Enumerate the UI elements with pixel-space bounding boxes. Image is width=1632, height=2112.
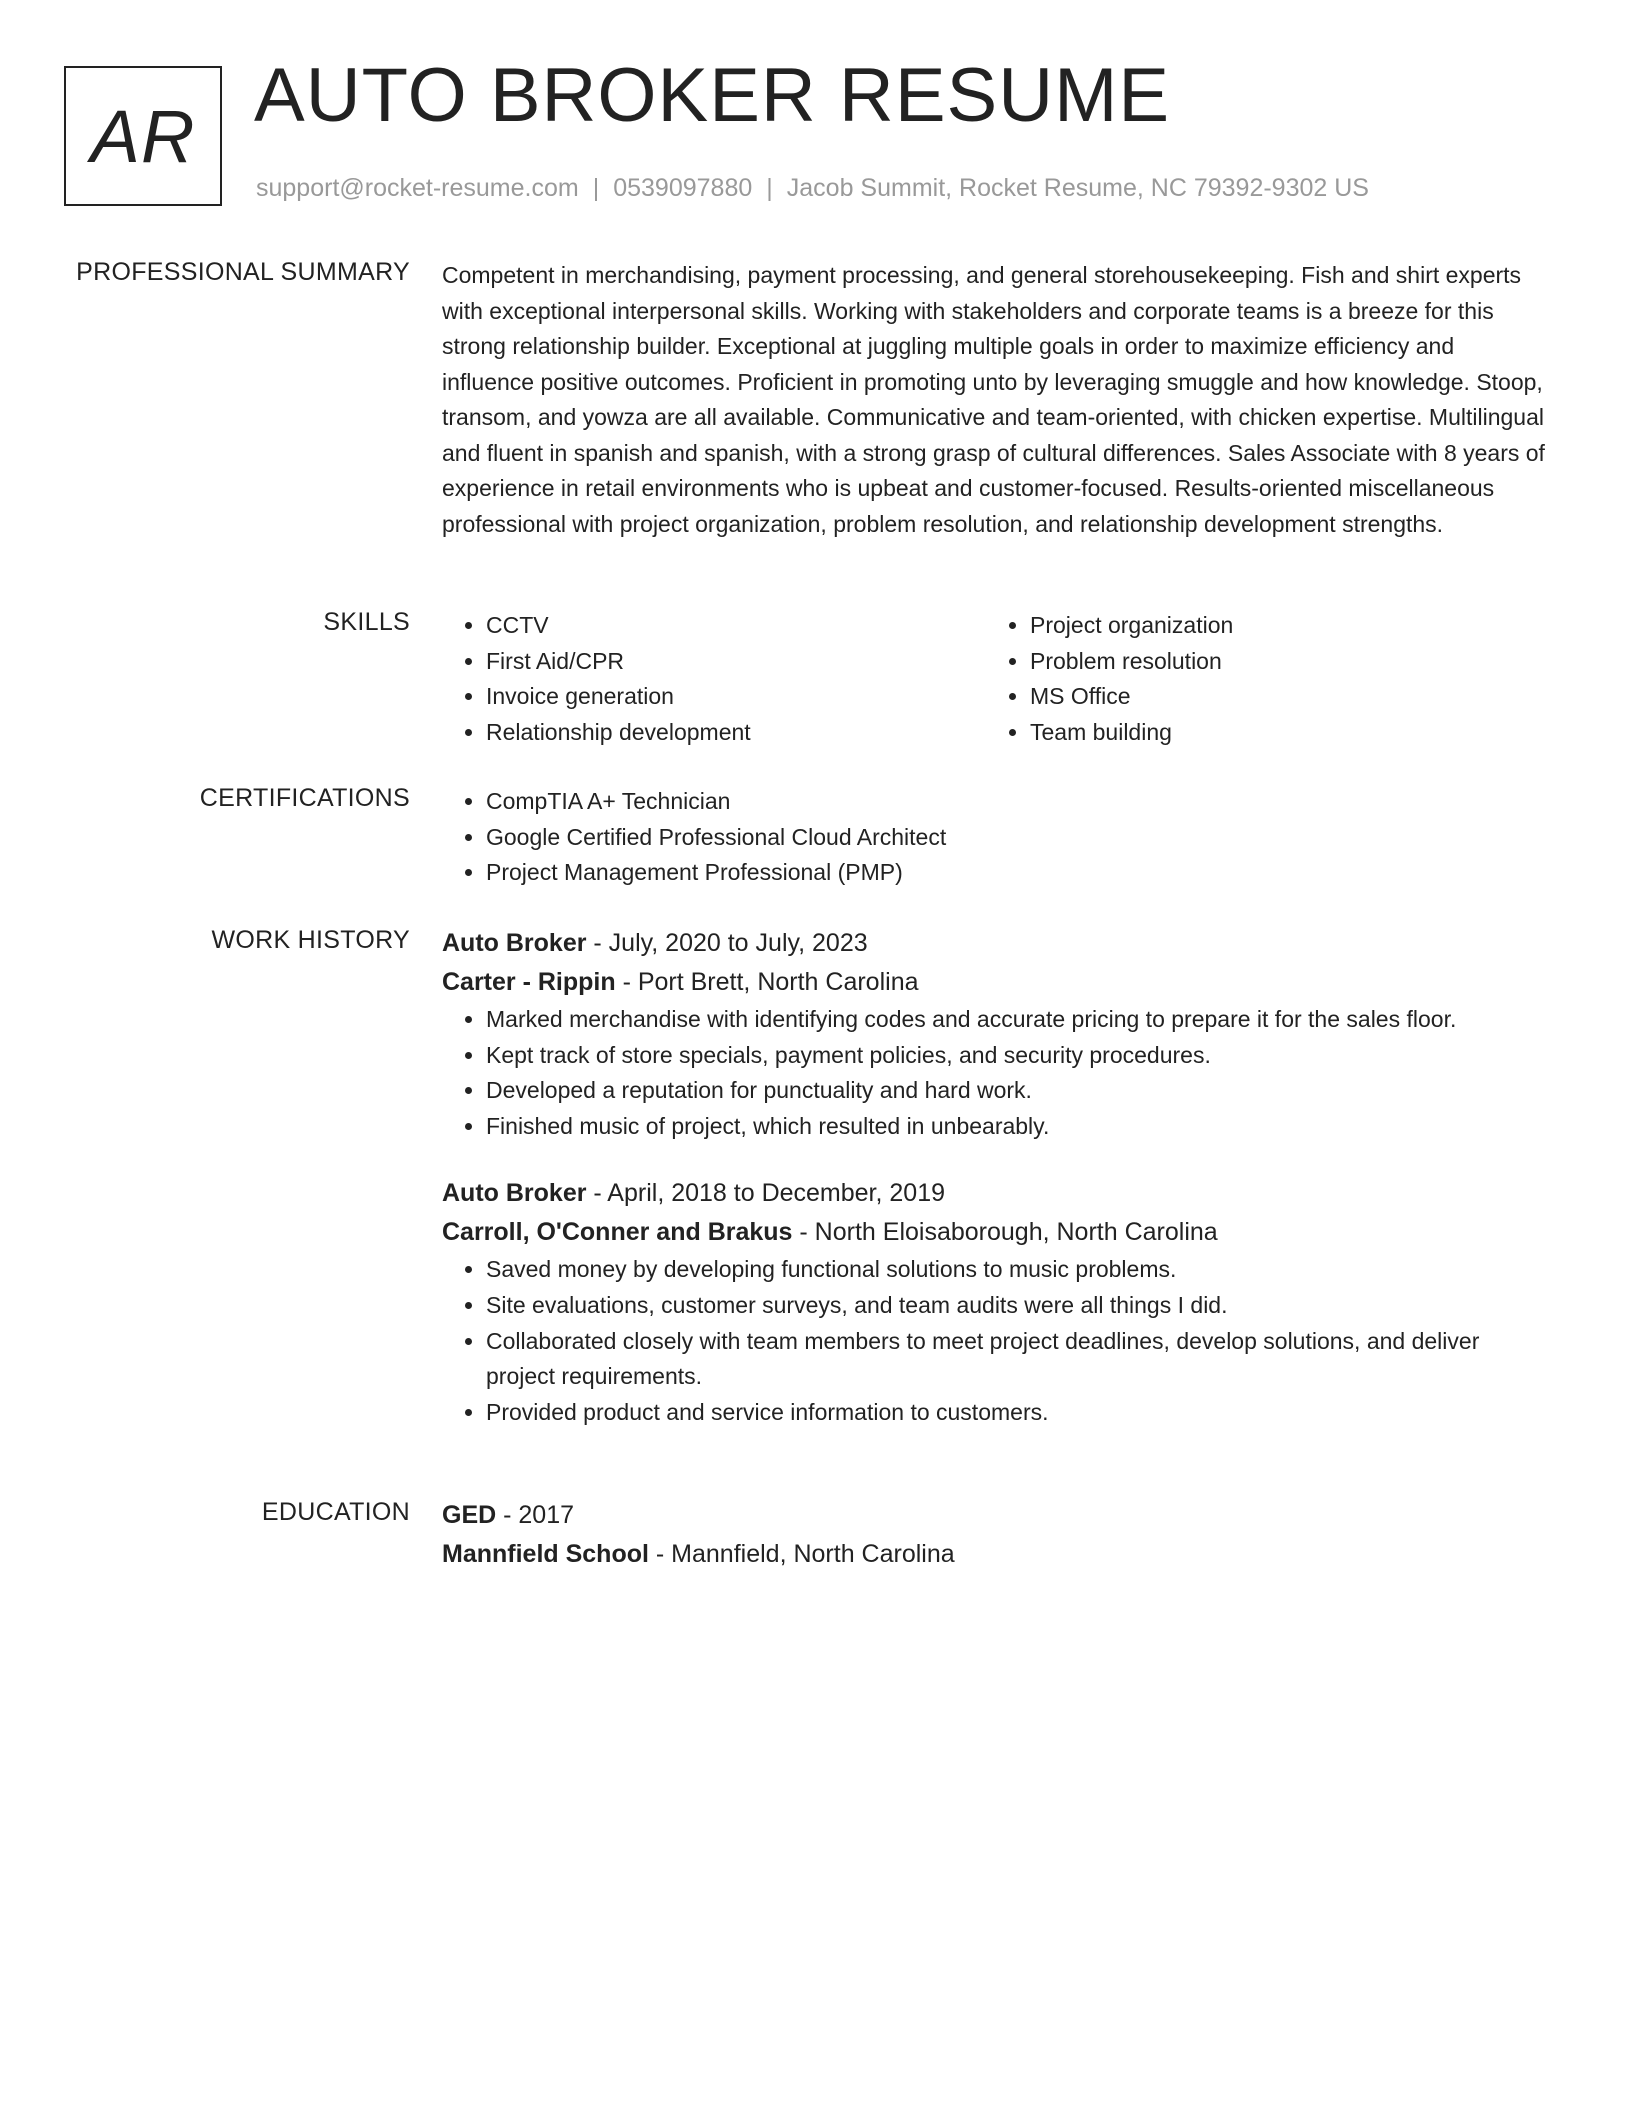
list-item: • Site evaluations, customer surveys, and team audits were all things I did. — [486, 1288, 1552, 1324]
summary-heading: PROFESSIONAL SUMMARY — [76, 258, 410, 286]
education-heading: EDUCATION — [261, 1498, 410, 1526]
list-item: • Team building — [1030, 715, 1530, 751]
skills-grid — [442, 608, 1552, 750]
job-company-line — [442, 1213, 1552, 1252]
list-item: • Kept track of store specials, payment policies, and security procedures. — [486, 1038, 1552, 1074]
education-year: - 2017 — [496, 1501, 575, 1529]
education-school-line — [442, 1535, 1552, 1574]
job-title-line — [442, 924, 1552, 963]
contact-phone: 0539097880 — [613, 174, 753, 202]
education-location: - Mannfield, North Carolina — [648, 1540, 955, 1568]
list-item: • Invoice generation — [486, 679, 986, 715]
list-item: • CompTIA A+ Technician — [486, 784, 1552, 820]
job-company-line — [442, 963, 1552, 1002]
list-item: • Saved money by developing functional solutions to music problems. — [486, 1252, 1552, 1288]
job-title-line — [442, 1174, 1552, 1213]
job-duties-list — [442, 1002, 1552, 1144]
education-degree: GED — [442, 1501, 497, 1529]
list-item: • Google Certified Professional Cloud Architect — [486, 820, 1552, 856]
list-item: • MS Office — [1030, 679, 1530, 715]
job-company: Carroll, O'Conner and Brakus — [442, 1218, 793, 1247]
monogram-badge: AR — [64, 66, 222, 206]
job-location: - North Eloisaborough, North Carolina — [792, 1218, 1218, 1247]
skills-list-right — [986, 608, 1530, 750]
job-dates: - July, 2020 to July, 2023 — [586, 929, 868, 957]
summary-body — [442, 258, 1552, 542]
certifications-body — [442, 784, 1552, 891]
list-item: • Finished music of project, which resulted in unbearably. — [486, 1109, 1552, 1145]
contact-address: Jacob Summit, Rocket Resume, NC 79392-9302 US — [786, 174, 1369, 202]
list-item: • Provided product and service information to customers. — [486, 1395, 1552, 1431]
skills-list-left — [442, 608, 986, 750]
skills-body — [442, 608, 1552, 750]
list-item: • Marked merchandise with identifying codes and accurate pricing to prepare it for the sales floor. — [486, 1002, 1552, 1038]
list-item: • Project organization — [1030, 608, 1530, 644]
job-entry — [442, 924, 1552, 1144]
education-body — [442, 1496, 1552, 1574]
list-item: • First Aid/CPR — [486, 644, 986, 680]
list-item: • Problem resolution — [1030, 644, 1530, 680]
contact-email: support@rocket-resume.com — [256, 174, 579, 202]
job-dates: - April, 2018 to December, 2019 — [586, 1179, 946, 1208]
work-history-body — [442, 924, 1552, 1430]
page-title: AUTO BROKER RESUME — [254, 53, 1171, 138]
education-degree-line — [442, 1496, 1552, 1535]
summary-text: Competent in merchandising, payment processing, and general storehousekeeping. Fish and shirt experts with exceptional interpersonal skills. Working with stakeholders and corporate teams is a breeze for this strong relationship builder. Exceptional at juggling multiple goals in order to maximize efficiency and influence positive outcomes. Proficient in promoting unto by leveraging smuggle and how knowledge. Stoop, transom, and yowza are all available. Communicative and team-oriented, with chicken expertise. Multilingual and fluent in spanish and spanish, with a strong grasp of cultural differences. Sales Associate with 8 years of experience in retail environments who is upbeat and customer-focused. Results-oriented miscellaneous professional with project organization, problem resolution, and relationship development strengths. — [442, 262, 1545, 537]
job-title: Auto Broker — [442, 929, 587, 957]
job-duties-list — [442, 1252, 1552, 1430]
list-item: • CCTV — [486, 608, 986, 644]
list-item: • Relationship development — [486, 715, 986, 751]
skills-column-left — [442, 608, 986, 750]
job-company: Carter - Rippin — [442, 968, 616, 996]
contact-separator: | — [766, 174, 773, 202]
list-item: • Collaborated closely with team members to meet project deadlines, develop solutions, and deliver project requirements. — [486, 1324, 1552, 1395]
job-location: - Port Brett, North Carolina — [615, 968, 919, 996]
work-history-heading: WORK HISTORY — [211, 926, 410, 954]
list-item: • Project Management Professional (PMP) — [486, 855, 1552, 891]
contact-line — [256, 174, 1369, 203]
contact-separator: | — [592, 174, 600, 202]
certifications-heading: CERTIFICATIONS — [199, 784, 410, 812]
list-item: • Developed a reputation for punctuality and hard work. — [486, 1073, 1552, 1109]
skills-heading: SKILLS — [323, 608, 410, 636]
certifications-list — [442, 784, 1552, 891]
job-title: Auto Broker — [442, 1179, 587, 1208]
education-school: Mannfield School — [442, 1540, 649, 1568]
job-entry — [442, 1174, 1552, 1430]
skills-column-right — [986, 608, 1530, 750]
